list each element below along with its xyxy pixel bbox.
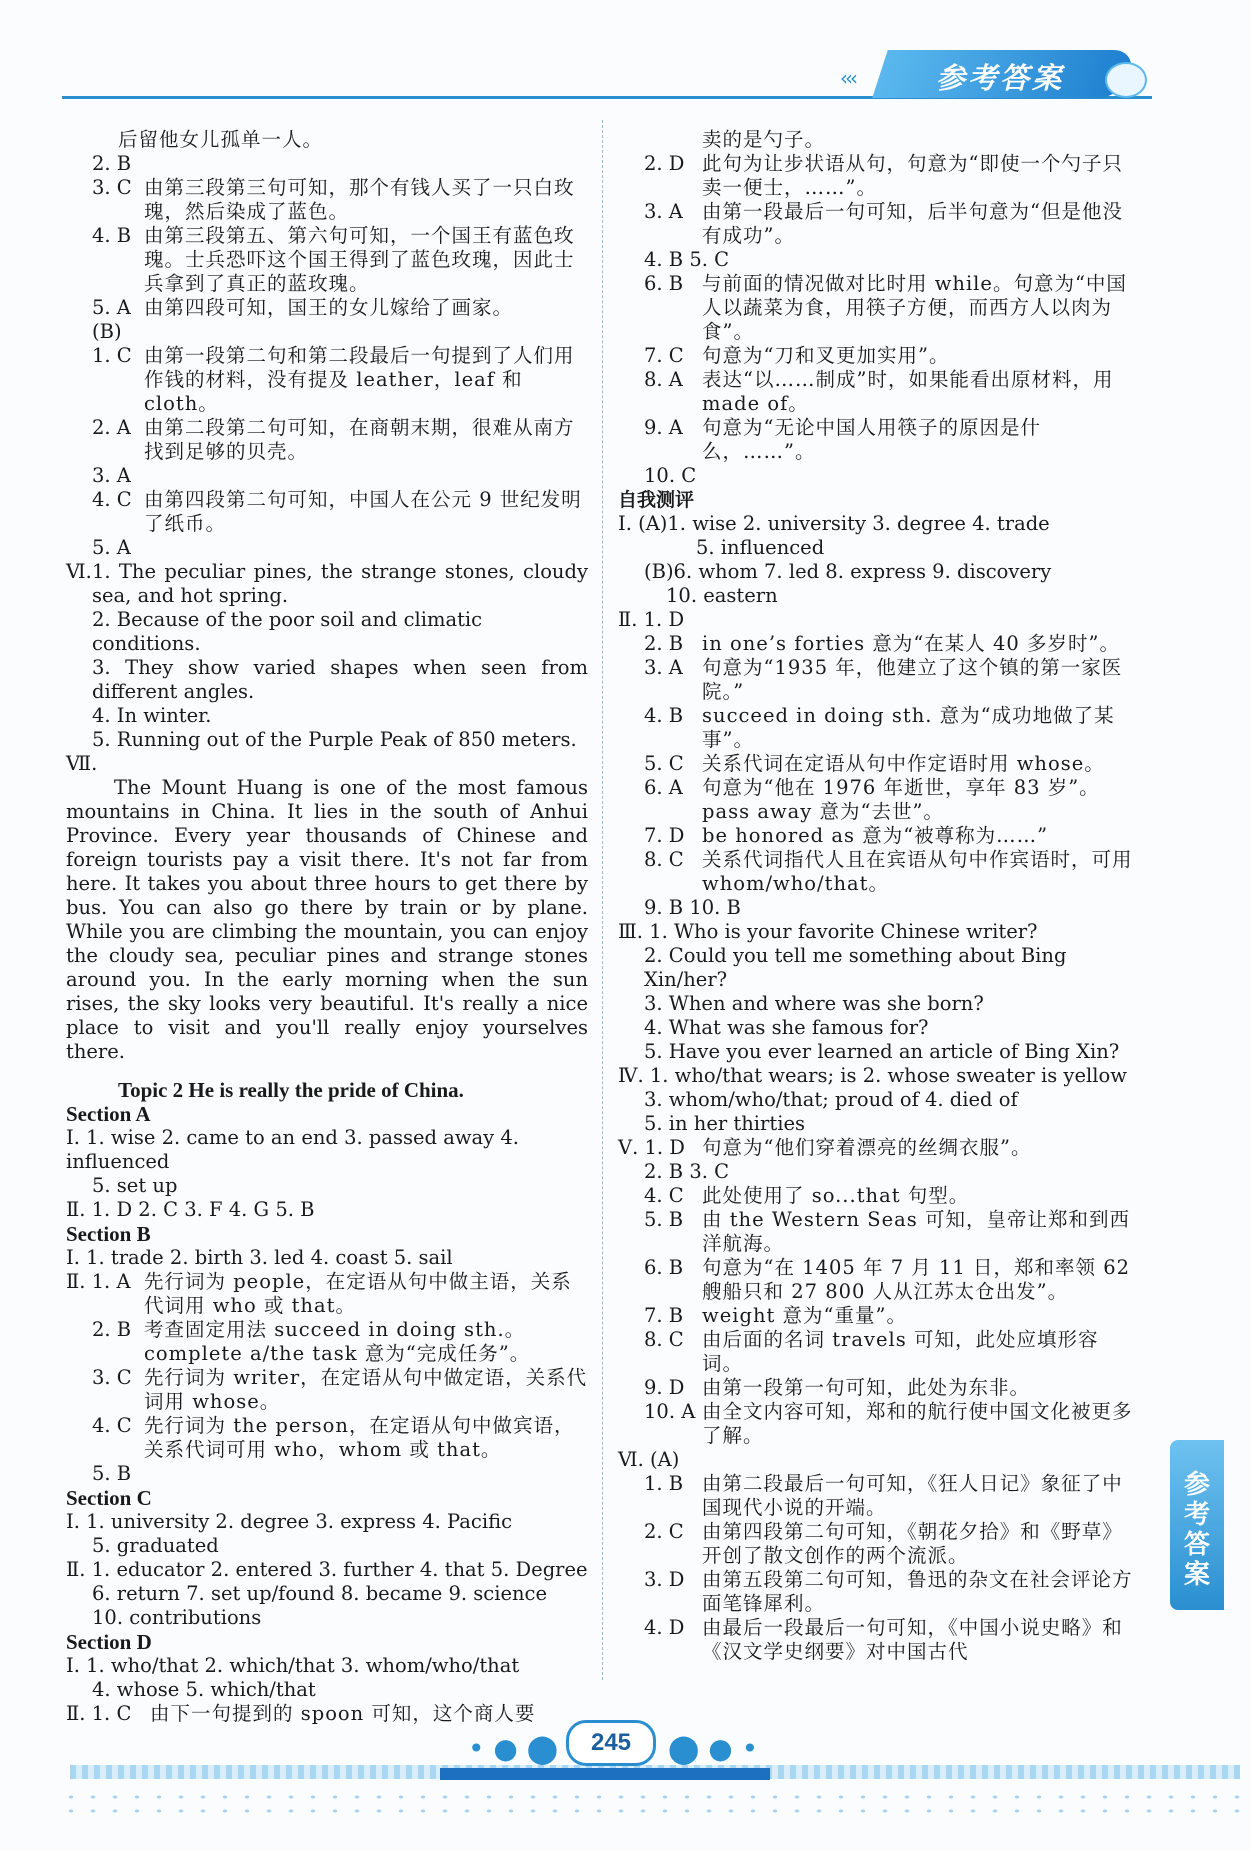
answer-item: 2. Because of the poor soil and climatic conditions. bbox=[92, 608, 483, 655]
answer-item bbox=[618, 1520, 1138, 1568]
part-vi bbox=[66, 560, 588, 752]
answer-item bbox=[66, 1702, 588, 1726]
answer-number: 3. A bbox=[644, 200, 696, 223]
answer-number: 8. C bbox=[644, 1328, 697, 1351]
text-line: 后留他女儿孤单一人。 bbox=[118, 128, 324, 151]
answer-item bbox=[618, 1136, 1138, 1160]
answer-item bbox=[618, 1304, 1138, 1328]
answer-explanation: 考查固定用法 succeed in doing sth.。complete a/the task 意为“完成任务”。 bbox=[144, 1318, 531, 1365]
answer-item bbox=[66, 224, 588, 296]
answer-line: 5. in her thirties bbox=[644, 1112, 805, 1135]
footer-band bbox=[440, 1768, 770, 1780]
answer-number: 8. A bbox=[644, 368, 696, 391]
section-heading: Section D bbox=[66, 1630, 152, 1654]
answer-item bbox=[66, 152, 588, 176]
answer-item bbox=[618, 848, 1138, 896]
answer-number: 5. A bbox=[92, 536, 131, 559]
answer-line: 10. contributions bbox=[92, 1606, 262, 1629]
answer-line: 5. influenced bbox=[696, 536, 825, 559]
answer-number: 7. C bbox=[644, 344, 697, 367]
answer-number: 7. D bbox=[644, 824, 697, 847]
answer-number: 4. B bbox=[92, 224, 132, 247]
answer-explanation: 表达“以……制成”时，如果能看出原材料，用 made of。 bbox=[702, 368, 1114, 415]
answer-item: 5. Running out of the Purple Peak of 850 meters. bbox=[92, 728, 577, 751]
answer-line: 6. return 7. set up/found 8. became 9. science bbox=[92, 1582, 548, 1605]
answer-item bbox=[66, 1414, 588, 1462]
answer-number: 3. D bbox=[644, 1568, 697, 1591]
answer-explanation: 由第二段第二句可知，在商朝末期，很难从南方找到足够的贝壳。 bbox=[144, 416, 575, 463]
answer-item bbox=[618, 824, 1138, 848]
answer-number: 2. B bbox=[92, 1318, 138, 1341]
answer-item bbox=[618, 752, 1138, 776]
answer-item bbox=[618, 776, 1138, 824]
answer-item bbox=[618, 656, 1138, 704]
answer-item bbox=[618, 1472, 1138, 1520]
answer-number: Ⅴ. 1. D bbox=[618, 1136, 698, 1159]
answer-explanation: 由下一句提到的 spoon 可知，这个商人要 bbox=[150, 1702, 536, 1725]
answer-line: 4. B 5. C bbox=[644, 248, 730, 271]
answer-explanation: 由第三段第三句可知，那个有钱人买了一只白玫瑰，然后染成了蓝色。 bbox=[144, 176, 575, 223]
answer-line: 3. When and where was she born? bbox=[644, 992, 984, 1015]
section-heading: Section C bbox=[66, 1486, 152, 1510]
answer-explanation: 句意为“他们穿着漂亮的丝绸衣服”。 bbox=[702, 1136, 1032, 1159]
answer-item: 3. They show varied shapes when seen from different angles. bbox=[92, 656, 588, 703]
answer-number: 6. B bbox=[644, 1256, 696, 1279]
answer-number: 5. A bbox=[92, 296, 131, 319]
part-label: Ⅵ. bbox=[66, 560, 92, 583]
answer-item: 1. The peculiar pines, the strange stones, cloudy sea, and hot spring. bbox=[92, 560, 588, 607]
answer-explanation: succeed in doing sth. 意为“成功地做了某事”。 bbox=[702, 704, 1115, 751]
answer-number: 3. A bbox=[644, 656, 696, 679]
answer-line: 9. B 10. B bbox=[644, 896, 741, 919]
arrow-icon: ‹‹‹ bbox=[840, 66, 855, 90]
dot-decoration-icon: • ● ⬤ bbox=[468, 1732, 559, 1765]
answer-number: 4. B bbox=[644, 704, 696, 727]
answer-line: 5. graduated bbox=[92, 1534, 219, 1557]
answer-line: Ⅰ. 1. who/that 2. which/that 3. whom/who/that bbox=[66, 1654, 520, 1677]
answer-explanation: 由第一段第一句可知，此处为东非。 bbox=[702, 1376, 1031, 1399]
answer-number: 1. C bbox=[92, 344, 132, 367]
answer-number: 3. C bbox=[92, 176, 132, 199]
answer-number: 9. A bbox=[644, 416, 696, 439]
answer-number: 6. B bbox=[644, 272, 696, 295]
answer-number: 8. C bbox=[644, 848, 697, 871]
answer-item bbox=[618, 272, 1138, 344]
answer-item bbox=[618, 1184, 1138, 1208]
answer-item bbox=[66, 1270, 588, 1318]
page-number: 245 bbox=[566, 1720, 656, 1766]
footer-dots-pattern bbox=[60, 1790, 1240, 1820]
answer-explanation: 由第四段第二句可知，《朝花夕拾》和《野草》开创了散文创作的两个流派。 bbox=[702, 1520, 1123, 1567]
answer-line: Ⅰ. 1. trade 2. birth 3. led 4. coast 5. sail bbox=[66, 1246, 453, 1269]
answer-line: 10. eastern bbox=[666, 584, 778, 607]
answer-line: Ⅱ. 1. D bbox=[618, 608, 685, 631]
answer-item bbox=[66, 296, 588, 320]
answer-explanation: 由第二段最后一句可知，《狂人日记》象征了中国现代小说的开端。 bbox=[702, 1472, 1123, 1519]
answer-explanation: 先行词为 writer，在定语从句中做定语，关系代词用 whose。 bbox=[144, 1366, 588, 1413]
answer-number: Ⅱ. 1. C bbox=[66, 1702, 144, 1725]
column-divider bbox=[602, 120, 603, 1680]
answer-item bbox=[618, 416, 1138, 464]
answer-explanation: 关系代词在定语从句中作定语时用 whose。 bbox=[702, 752, 1105, 775]
answer-line: 2. B 3. C bbox=[644, 1160, 730, 1183]
answer-item bbox=[618, 1400, 1138, 1448]
answer-explanation: 句意为“1935 年，他建立了这个镇的第一家医院。” bbox=[702, 656, 1123, 703]
answer-item bbox=[66, 1366, 588, 1414]
answer-explanation: 关系代词指代人且在宾语从句中作宾语时，可用 whom/who/that。 bbox=[702, 848, 1133, 895]
answer-line: 4. What was she famous for? bbox=[644, 1016, 929, 1039]
answer-number: 6. A bbox=[644, 776, 696, 799]
answer-explanation: 句意为“在 1405 年 7 月 11 日，郑和率领 62 艘船只和 27 800 人从江苏太仓出发”。 bbox=[702, 1256, 1131, 1303]
answer-explanation: 由第三段第五、第六句可知，一个国王有蓝色玫瑰。士兵恐吓这个国王得到了蓝色玫瑰，因此士兵拿到了真正的蓝玫瑰。 bbox=[144, 224, 575, 295]
answer-line: (B)6. whom 7. led 8. express 9. discovery bbox=[644, 560, 1052, 583]
answer-item bbox=[66, 536, 588, 560]
answer-item bbox=[618, 344, 1138, 368]
part-label: Ⅶ. bbox=[66, 752, 98, 775]
answer-explanation: 由第一段第二句和第二段最后一句提到了人们用作钱的材料，没有提及 leather，leaf 和 cloth。 bbox=[144, 344, 575, 415]
answer-number: 10. A bbox=[644, 1400, 702, 1423]
answer-number: 4. C bbox=[92, 488, 132, 511]
answer-line: Ⅱ. 1. D 2. C 3. F 4. G 5. B bbox=[66, 1198, 315, 1221]
answer-number: Ⅱ. 1. A bbox=[66, 1270, 137, 1293]
text-line: 卖的是勺子。 bbox=[702, 128, 826, 151]
right-column bbox=[618, 128, 1138, 1664]
answer-number: 5. B bbox=[644, 1208, 696, 1231]
answer-item bbox=[618, 152, 1138, 200]
answer-item bbox=[66, 464, 588, 488]
page-header bbox=[0, 0, 1250, 110]
answer-number: 2. A bbox=[92, 416, 131, 439]
header-title: 参考答案 bbox=[935, 61, 1064, 95]
answer-explanation: 与前面的情况做对比时用 while。句意为“中国人以蔬菜为食，用筷子方便，而西方人以肉为食”。 bbox=[702, 272, 1127, 343]
dot-decoration-icon: ⬤ ● • bbox=[668, 1732, 759, 1765]
answer-item bbox=[618, 1256, 1138, 1304]
answer-explanation: 由后面的名词 travels 可知，此处应填形容词。 bbox=[702, 1328, 1099, 1375]
answer-explanation: 句意为“无论中国人用筷子的原因是什么，……”。 bbox=[702, 416, 1041, 463]
answer-number: 1. B bbox=[644, 1472, 696, 1495]
section-heading: 自我测评 bbox=[618, 489, 695, 511]
answer-explanation: 由第四段可知，国王的女儿嫁给了画家。 bbox=[144, 296, 514, 319]
answer-number: 2. C bbox=[644, 1520, 697, 1543]
answer-line: 5. B bbox=[92, 1462, 132, 1485]
answer-explanation: 由第四段第二句可知，中国人在公元 9 世纪发明了纸币。 bbox=[144, 488, 582, 535]
answer-item bbox=[66, 344, 588, 416]
answer-explanation: 句意为“刀和叉更加实用”。 bbox=[702, 344, 950, 367]
answer-item bbox=[618, 368, 1138, 416]
answer-number: 4. C bbox=[644, 1184, 697, 1207]
answer-line: Ⅲ. 1. Who is your favorite Chinese writer? bbox=[618, 920, 1038, 943]
answer-item bbox=[618, 704, 1138, 752]
answer-explanation: weight 意为“重量”。 bbox=[702, 1304, 907, 1327]
answer-item bbox=[618, 1568, 1138, 1616]
answer-number: 3. C bbox=[92, 1366, 138, 1389]
answer-explanation: 先行词为 people，在定语从句中做主语，关系代词用 who 或 that。 bbox=[144, 1270, 572, 1317]
answer-item bbox=[66, 1318, 588, 1366]
heart-logo-icon bbox=[1105, 62, 1147, 98]
answer-line: 4. whose 5. which/that bbox=[92, 1678, 316, 1701]
answer-number: 7. B bbox=[644, 1304, 696, 1327]
answer-number: 4. D bbox=[644, 1616, 697, 1639]
answer-number: 3. A bbox=[92, 464, 131, 487]
answer-line: Ⅳ. 1. who/that wears; is 2. whose sweater is yellow bbox=[618, 1064, 1127, 1087]
answer-number: 9. D bbox=[644, 1376, 697, 1399]
left-column bbox=[66, 128, 588, 1726]
section-heading: Section A bbox=[66, 1102, 151, 1126]
answer-item bbox=[618, 632, 1138, 656]
answer-number: 4. C bbox=[92, 1414, 138, 1437]
part-label: Ⅵ. (A) bbox=[618, 1448, 680, 1471]
section-heading: Section B bbox=[66, 1222, 151, 1246]
side-tab-label: 参考答案 bbox=[1183, 1470, 1210, 1590]
answer-item bbox=[618, 1328, 1138, 1376]
answer-item bbox=[618, 1208, 1138, 1256]
essay-paragraph: The Mount Huang is one of the most famous mountains in China. It lies in the south of Anhui Province. Every year thousands of Chinese and foreign tourists pay a visit there. It's not far from here. It takes you about three hours to get there by bus. You can also go there by train or by plane. While you are climbing the mountain, you can enjoy the cloudy sea, peculiar pines and strange stones around you. In the early morning when the sun rises, the sky looks very beautiful. It's really a nice place to visit and you'll really enjoy yourselves there. bbox=[66, 776, 588, 1063]
topic-heading: Topic 2 He is really the pride of China. bbox=[118, 1078, 464, 1102]
answer-number: 2. B bbox=[644, 632, 696, 655]
answer-item bbox=[618, 200, 1138, 248]
answer-line: 2. Could you tell me something about Bing Xin/her? bbox=[644, 944, 1067, 991]
answer-line: Ⅰ. (A)1. wise 2. university 3. degree 4. trade bbox=[618, 512, 1050, 535]
answer-explanation: be honored as 意为“被尊称为……” bbox=[702, 824, 1049, 847]
answer-explanation: 由最后一段最后一句可知，《中国小说史略》和《汉文学史纲要》对中国古代 bbox=[702, 1616, 1123, 1663]
answer-number: 5. C bbox=[644, 752, 697, 775]
answer-item bbox=[66, 488, 588, 536]
answer-item bbox=[66, 416, 588, 464]
answer-line: 5. set up bbox=[92, 1174, 178, 1197]
answer-explanation: 由第五段第二句可知，鲁迅的杂文在社会评论方面笔锋犀利。 bbox=[702, 1568, 1133, 1615]
answer-line: 5. Have you ever learned an article of Bing Xin? bbox=[644, 1040, 1120, 1063]
answer-line: 3. whom/who/that; proud of 4. died of bbox=[644, 1088, 1018, 1111]
answer-explanation: in one’s forties 意为“在某人 40 多岁时”。 bbox=[702, 632, 1120, 655]
part-label: (B) bbox=[92, 320, 122, 343]
answer-explanation: 此处使用了 so...that 句型。 bbox=[702, 1184, 970, 1207]
answer-line: 10. C bbox=[644, 464, 697, 487]
answer-explanation: 此句为让步状语从句，句意为“即使一个勺子只卖一便士，……”。 bbox=[702, 152, 1123, 199]
answer-explanation: 先行词为 the person，在定语从句中做宾语，关系代词可用 who，whom 或 that。 bbox=[144, 1414, 575, 1461]
answer-item bbox=[618, 1616, 1138, 1664]
answer-explanation: 由全文内容可知，郑和的航行使中国文化被更多了解。 bbox=[702, 1400, 1133, 1447]
answer-explanation: 由第一段最后一句可知，后半句意为“但是他没有成功”。 bbox=[702, 200, 1123, 247]
answer-item bbox=[618, 1376, 1138, 1400]
answer-explanation: 由 the Western Seas 可知，皇帝让郑和到西洋航海。 bbox=[702, 1208, 1131, 1255]
answer-line: Ⅰ. 1. wise 2. came to an end 3. passed away 4. influenced bbox=[66, 1126, 520, 1173]
answer-number: 2. D bbox=[644, 152, 697, 175]
answer-number: 2. B bbox=[92, 152, 132, 175]
answer-item bbox=[66, 176, 588, 224]
answer-item: 4. In winter. bbox=[92, 704, 212, 727]
answer-line: Ⅱ. 1. educator 2. entered 3. further 4. that 5. Degree bbox=[66, 1558, 588, 1581]
answer-line: Ⅰ. 1. university 2. degree 3. express 4. Pacific bbox=[66, 1510, 512, 1533]
answer-explanation: 句意为“他在 1976 年逝世，享年 83 岁”。pass away 意为“去世”。 bbox=[702, 776, 1100, 823]
